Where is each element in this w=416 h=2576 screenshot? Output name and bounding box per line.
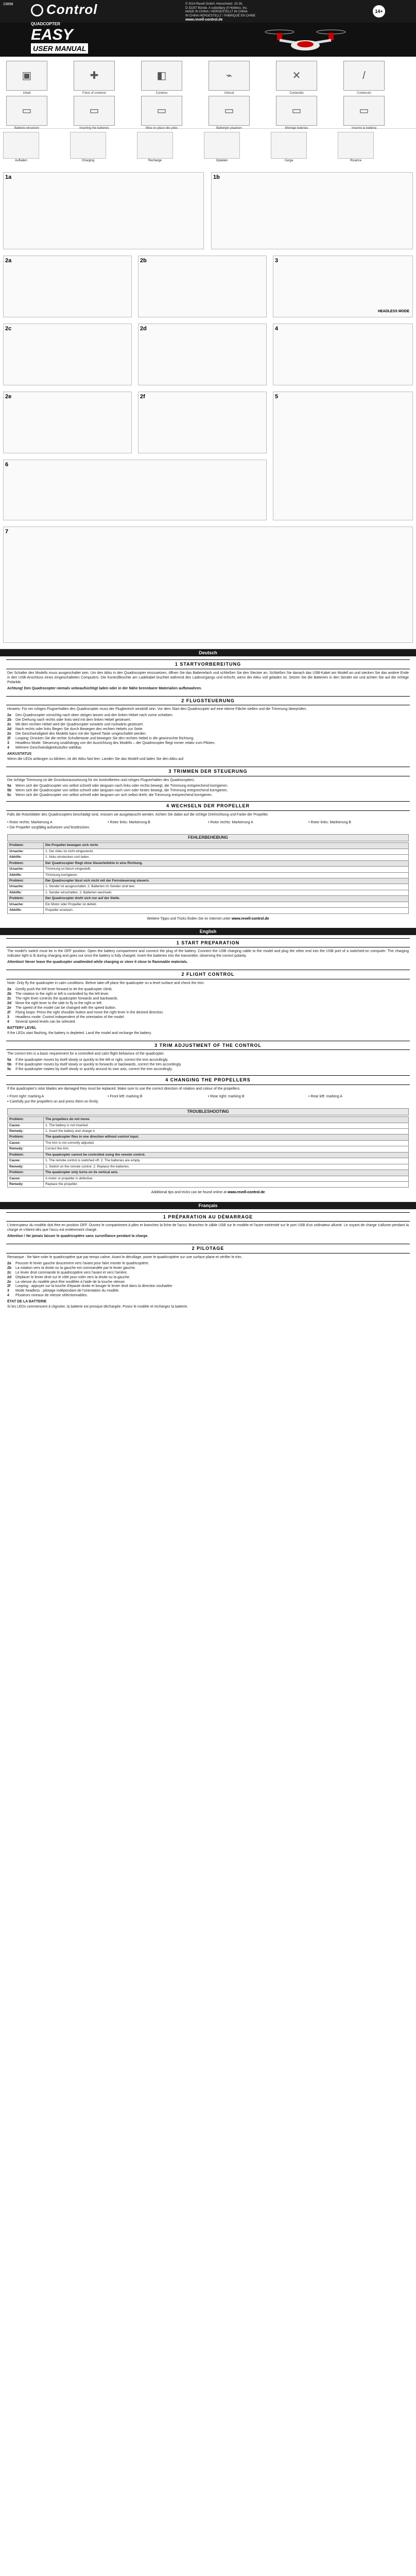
list-item: 2b La rotation vers la droite ou la gauche est commandée par le levier gauche. bbox=[7, 1266, 136, 1270]
section-german bbox=[0, 649, 416, 923]
step-tile: Opladen bbox=[204, 132, 240, 159]
paragraph: Die richtige Trimmung ist die Grundvoraussetzung für ein kontrolliertes und ruhiges Flugverhalten des Quadrocopters. bbox=[7, 778, 195, 782]
paragraph: Der Schalter des Modells muss ausgeschaltet sein. Um den Akku in den Quadrocopter einzusetzen, öffnen Sie das Batteriefach und schließen Sie den Stecker an. Schließen Sie danach das USB-Kabel am Modell an und stecken Sie das andere Ende in den USB-Anschluss eines eingeschalteten Computers. Die Kontrollleuchte am Ladekabel leuchtet während des Ladevorgangs und erlischt, wenn der Akku voll geladen ist. Setzen Sie die Batterien in den Sender ein und achten Sie auf die richtige Polarität. bbox=[7, 671, 409, 684]
box-icon: ▣ bbox=[22, 70, 32, 81]
section-title: 4 CHANGING THE PROPELLERS bbox=[6, 1075, 410, 1085]
step-tile: Aufladen bbox=[3, 132, 39, 159]
contents-overview bbox=[0, 57, 416, 129]
table-row: Ursache: 1. Der Akku ist nicht eingesteckt. bbox=[8, 849, 409, 854]
language-bar: Deutsch bbox=[0, 649, 416, 656]
title-banner bbox=[0, 23, 416, 57]
list-item: 2c Le levier droit commande le quadricoptère vers l'avant et vers l'arrière. bbox=[7, 1270, 128, 1275]
table-row: Problem: Die Propeller bewegen sich nicht. bbox=[8, 843, 409, 849]
address-line: IN CHINA HERGESTELLT / FABRIQUÉ EN CHINE bbox=[185, 14, 256, 18]
language-bar: Français bbox=[0, 1202, 416, 1209]
battery-tile: ▭ Inserire la batteria bbox=[343, 96, 385, 126]
figure-4: 4 bbox=[273, 324, 413, 385]
battery-icon: ▭ bbox=[291, 105, 302, 116]
propeller-icon: ✕ bbox=[292, 70, 301, 81]
address-block bbox=[185, 3, 350, 23]
trim-list bbox=[0, 784, 416, 798]
battery-tile: ▭ Inserting the batteries bbox=[74, 96, 115, 126]
table-row: Cause: 1. The battery is not inserted. bbox=[8, 1123, 409, 1128]
table-row: Problem: Der Quadrocopter fliegt ohne Steuerbefehle in eine Richtung. bbox=[8, 860, 409, 866]
table-row: Problem: The quadcopter cannot be controlled using the remote control. bbox=[8, 1152, 409, 1158]
table-row: Ursache: Ein Motor oder Propeller ist defekt. bbox=[8, 902, 409, 907]
table-row: Abhilfe: 1. Sender einschalten. 2. Batterien wechseln. bbox=[8, 890, 409, 895]
contents-tile: ✕ Contenido bbox=[276, 61, 317, 91]
section-title: 3 TRIMMEN DER STEUERUNG bbox=[6, 767, 410, 776]
list-item: 2c The right lever controls the quadcopter forwards and backwards. bbox=[7, 996, 118, 1001]
warning: Attention ! Ne jamais laisser le quadricoptère sans surveillance pendant la charge. bbox=[7, 1234, 149, 1239]
battery-icon: ▭ bbox=[22, 105, 32, 116]
troubleshooting-title: FEHLERBEHEBUNG bbox=[7, 834, 409, 841]
screwdriver-icon: / bbox=[362, 70, 366, 81]
battery-tile: ▭ Mise en place des piles bbox=[141, 96, 182, 126]
list-item: 5b If the quadcopter moves by itself slowly or quickly to forwards or backwards, correct the trim accordingly. bbox=[7, 1063, 182, 1067]
trim-list bbox=[0, 1058, 416, 1072]
list-item: 2f Looping: Drücken Sie die rechte Schultertaste und bewegen Sie den rechten Hebel in die gewünschte Richtung. bbox=[7, 736, 195, 740]
paragraph: The model's switch must be in the OFF position. Open the battery compartment and connect the plug of the battery. Connect the USB charging cable to the model and plug the other end into the USB port of a switched-on computer. The charging indicator light is lit during charging and goes out once the battery is fully charged. Insert the batteries into the transmitter, observing the correct polarity. bbox=[7, 950, 409, 958]
battery-icon: ▭ bbox=[157, 105, 167, 116]
transmitter-icon: ◧ bbox=[157, 70, 167, 81]
section-title: 2 PILOTAGE bbox=[6, 1244, 410, 1253]
section-title: 1 STARTVORBEREITUNG bbox=[6, 659, 410, 669]
list-item: 2e The speed of the model can be changed with the speed button. bbox=[7, 1006, 116, 1010]
step-tile: Ricarica bbox=[338, 132, 374, 159]
address-line: © 2014 Revell GmbH, Henschelstr. 20-30, bbox=[185, 3, 243, 6]
list-item: 5b Wenn sich der Quadrocopter von selbst schnell oder langsam nach vorn oder hinten bewegt, die Trimmung entsprechend korrigieren. bbox=[7, 789, 228, 793]
paragraph: • Carefully put the propellers on and press them on firmly. bbox=[7, 1099, 99, 1104]
troubleshooting-table bbox=[7, 842, 409, 913]
table-row: Problem: The propellers do not move. bbox=[8, 1117, 409, 1123]
section-title: 4 WECHSELN DER PROPELLER bbox=[6, 801, 410, 811]
battery-tile: ▭ Montaje baterías bbox=[276, 96, 317, 126]
manual-label: USER MANUAL bbox=[31, 43, 88, 54]
list-item: 3 Mode headless : pilotage indépendant de l'orientation du modèle. bbox=[7, 1289, 120, 1293]
contents-tile: ◧ Contenu bbox=[141, 61, 182, 91]
age-badge: 14+ bbox=[373, 5, 385, 18]
step-tile: Recharge bbox=[137, 132, 173, 159]
list-item: 2e La vitesse du modèle peut être modifiée à l'aide de la touche vitesse. bbox=[7, 1280, 126, 1284]
table-row: Cause: The trim is not correctly adjusted. bbox=[8, 1140, 409, 1146]
figure-6: 6 bbox=[3, 460, 267, 520]
propeller-options: • Front right: marking A • Front left: marking B • Rear right: marking B • Rear left: marking A bbox=[7, 1094, 342, 1098]
paragraph: If the LEDs start flashing, the battery is depleted. Land the model and recharge the battery. bbox=[7, 1031, 152, 1035]
list-item: 5c If the quadcopter rotates by itself slowly or quickly around its own axis, correct the trim accordingly. bbox=[7, 1067, 173, 1072]
list-item: 2e Die Geschwindigkeit des Modells kann mit der Speed-Taste umgeschaltet werden. bbox=[7, 732, 147, 736]
list-item: 3 Headless mode: Control independent of the orientation of the model. bbox=[7, 1015, 125, 1019]
list-item: 5a Wenn sich der Quadrocopter von selbst schnell oder langsam nach links oder rechts bewegt, die Trimmung entsprechend korrigieren. bbox=[7, 784, 229, 788]
step-tile: Carga bbox=[271, 132, 307, 159]
troubleshooting-table bbox=[7, 1116, 409, 1188]
contents-tile: ✚ Fotos of contents bbox=[74, 61, 115, 91]
paragraph: Wenn die LEDs anfangen zu blinken, ist der Akku fast leer. Landen Sie das Modell und laden Sie den Akku auf. bbox=[7, 757, 184, 761]
brand-name: Control bbox=[46, 2, 98, 17]
figure-2a: 2a bbox=[3, 256, 132, 317]
figure-7: 7 bbox=[3, 527, 413, 643]
cable-icon: ⌁ bbox=[226, 70, 233, 81]
list-item: 2d Move the right lever to the side to fly to the right or left. bbox=[7, 1001, 102, 1005]
more-info: Weitere Tipps und Tricks finden Sie im Internet unter www.revell-control.de bbox=[147, 917, 269, 921]
table-row: Problem: The quadcopter only turns on its vertical axis. bbox=[8, 1170, 409, 1176]
section-title: 1 PRÉPARATION AU DÉMARRAGE bbox=[6, 1212, 410, 1222]
paragraph: If the quadcopter's rotor blades are damaged they must be replaced. Make sure to use the correct direction of rotation and colour of the propellers. bbox=[7, 1087, 241, 1091]
charging-steps bbox=[3, 132, 413, 165]
headless-label: HEADLESS MODE bbox=[377, 309, 409, 313]
table-row: Problem: The quadcopter flies in one direction without control input. bbox=[8, 1134, 409, 1140]
table-row: Abhilfe: 1. Akku einstecken und laden. bbox=[8, 855, 409, 860]
figure-1a: 1a bbox=[3, 172, 204, 249]
revell-logo-icon bbox=[31, 4, 43, 16]
table-row: Remedy: Correct the trim. bbox=[8, 1146, 409, 1152]
website-link[interactable]: www.revell-control.de bbox=[231, 917, 269, 921]
figure-3: 3 HEADLESS MODE bbox=[273, 256, 413, 317]
paragraph: • Die Propeller sorgfältig aufsetzen und festdrücken. bbox=[7, 826, 91, 830]
header bbox=[0, 0, 416, 23]
table-row: Cause: A motor or propeller is defective. bbox=[8, 1176, 409, 1181]
list-item: 2c Mit dem rechten Hebel wird der Quadrocopter vorwärts und rückwärts gesteuert. bbox=[7, 723, 144, 727]
list-item: 2f Looping : appuyer sur la touche d'épaule droite et bouger le levier droit dans la direction souhaitée. bbox=[7, 1284, 174, 1289]
website-link[interactable]: www.revell-control.de bbox=[185, 18, 223, 22]
section-english bbox=[0, 928, 416, 1197]
table-row: Ursache: 1. Sender ist ausgeschaltet. 2. Batterien im Sender sind leer. bbox=[8, 884, 409, 890]
table-row: Remedy: 1. Insert the battery and charge it. bbox=[8, 1129, 409, 1134]
section-title: 1 START PREPARATION bbox=[6, 938, 410, 948]
section-title: 3 TRIM ADJUSTMENT OF THE CONTROL bbox=[6, 1041, 410, 1050]
paragraph: Si les LEDs commencent à clignoter, la batterie est presque déchargée. Posez le modèle et rechargez la batterie. bbox=[7, 1305, 188, 1309]
paragraph: Remarque : Ne faire voler le quadricoptère que par temps calme. Avant le décollage, poser le quadricoptère sur une surface plane et vérifier le trim. bbox=[7, 1255, 242, 1259]
address-line: MADE IN CHINA / HERGESTELLT IN CHINA bbox=[185, 10, 248, 13]
instruction-list bbox=[0, 988, 416, 1025]
table-row: Abhilfe: Trimmung korrigieren. bbox=[8, 872, 409, 878]
warning: Attention! Never leave the quadcopter unattended while charging or store it close to flammable materials. bbox=[7, 960, 188, 964]
table-row: Cause: 1. The remote control is switched off. 2. The batteries are empty. bbox=[8, 1158, 409, 1164]
paragraph: L'interrupteur du modèle doit être en position OFF. Ouvrez le compartiment à piles et branchez la fiche de l'accu. Branchez le câble USB sur le modèle et l'autre extrémité sur le port USB d'un ordinateur allumé. Le voyant de charge s'allume pendant la charge et s'éteint dès que l'accu est entièrement chargé. bbox=[7, 1224, 409, 1232]
list-item: 5a If the quadcopter moves by itself slowly or quickly to the left or right, correct the trim accordingly. bbox=[7, 1058, 169, 1062]
quadcopter-image bbox=[262, 25, 349, 54]
product-subtitle: QUADCOPTER bbox=[31, 22, 60, 26]
list-item: 2a Den Quadrocopter vorsichtig nach oben steigen lassen und den linken Hebel nach vorne schieben. bbox=[7, 714, 174, 718]
instruction-list bbox=[0, 714, 416, 751]
quadcopter-icon: ✚ bbox=[90, 70, 99, 81]
product-name: EASY bbox=[31, 26, 73, 43]
figure-2d: 2d bbox=[138, 324, 267, 385]
battery-note: ÉTAT DE LA BATTERIE bbox=[7, 1300, 47, 1304]
figure-2f: 2f bbox=[138, 392, 267, 453]
table-row: Abhilfe: Propeller ersetzen. bbox=[8, 908, 409, 913]
battery-icon: ▭ bbox=[224, 105, 234, 116]
list-item: 3 Headless Mode: Steuerung unabhängig von der Ausrichtung des Modells – der Quadrocopter fliegt immer relativ zum Piloten. bbox=[7, 741, 216, 745]
table-row: Problem: Der Quadrocopter lässt sich nicht mit der Fernsteuerung steuern. bbox=[8, 878, 409, 884]
table-row: Problem: Der Quadrocopter dreht sich nur auf der Stelle. bbox=[8, 896, 409, 902]
battery-tile: ▭ Batterie einsetzen bbox=[6, 96, 47, 126]
figure-2b: 2b bbox=[138, 256, 267, 317]
list-item: 2b The rotation to the right or left is controlled by the left lever. bbox=[7, 992, 110, 996]
table-row: Ursache: Trimmung ist falsch eingestellt. bbox=[8, 867, 409, 872]
contents-tile: ▣ Inhalt bbox=[6, 61, 47, 91]
battery-tile: ▭ Batterijen plaatsen bbox=[209, 96, 250, 126]
list-item: 2d Déplacer le levier droit sur le côté pour voler vers la droite ou la gauche. bbox=[7, 1275, 130, 1279]
figure-5: 5 bbox=[273, 392, 413, 520]
contents-tile: ⌁ Inhoud bbox=[209, 61, 250, 91]
list-item: 2d Nach rechts oder links fliegen Sie durch Bewegen des rechten Hebels zur Seite. bbox=[7, 727, 144, 731]
list-item: 4 Several speed levels can be selected. bbox=[7, 1020, 76, 1024]
figure-1b: 1b bbox=[211, 172, 413, 249]
section-french bbox=[0, 1202, 416, 1312]
figure-2e: 2e bbox=[3, 392, 132, 453]
section-title: 2 FLUGSTEUERUNG bbox=[6, 696, 410, 706]
table-row: Remedy: Replace the propeller. bbox=[8, 1181, 409, 1187]
battery-icon: ▭ bbox=[89, 105, 99, 116]
language-bar: English bbox=[0, 928, 416, 935]
instruction-figures bbox=[0, 129, 416, 649]
more-info: Additional tips and tricks can be found online at www.revell-control.de bbox=[151, 1191, 265, 1195]
section-title: 2 FLIGHT CONTROL bbox=[6, 970, 410, 979]
paragraph: Hinweis: Für ein ruhiges Flugverhalten des Quadrocopter muss der Flugbereich windstill sein. Vor dem Start den Quadrocopter auf eine ebene Fläche stellen und die Trimmung überprüfen. bbox=[7, 707, 307, 711]
warning: Achtung! Den Quadrocopter niemals unbeaufsichtigt laden oder in der Nähe brennbarer Materialien aufbewahren. bbox=[7, 686, 202, 690]
address-line: D-32257 Bünde. A subsidiary of Hobbico, Inc. bbox=[185, 6, 248, 10]
list-item: 2f Flying loops: Press the right shoulder button and move the right lever in the desired direction. bbox=[7, 1010, 164, 1014]
list-item: 2a Pousser le levier gauche doucement vers l'avant pour faire monter le quadricoptère. bbox=[7, 1261, 149, 1265]
list-item: 4 Mehrere Geschwindigkeitsstufen wählbar. bbox=[7, 745, 82, 750]
list-item: 2b Die Drehung nach rechts oder links wird mit dem linken Hebel gesteuert. bbox=[7, 718, 131, 722]
contents-tile: / Contenuto bbox=[343, 61, 385, 91]
paragraph: The correct trim is a basic requirement for a controlled and calm flight behaviour of the quadcopter. bbox=[7, 1052, 165, 1056]
list-item: 5c Wenn sich der Quadrocopter von selbst schnell oder langsam um sich selbst dreht, die Trimmung entsprechend korrigieren. bbox=[7, 793, 213, 798]
battery-icon: ▭ bbox=[359, 105, 369, 116]
step-tile: Charging bbox=[70, 132, 106, 159]
paragraph: Falls die Rotorblätter des Quadrocopters beschädigt sind, müssen sie ausgetauscht werden. Achten Sie dabei auf die richtige Drehrichtung und Farbe der Propeller. bbox=[7, 813, 269, 817]
paragraph: Note: Only fly the quadcopter in calm conditions. Before take-off place the quadcopter on a level surface and check the trim. bbox=[7, 981, 205, 985]
list-item: 2a Gently push the left lever forward to let the quadcopter climb. bbox=[7, 987, 113, 991]
instruction-list bbox=[0, 1262, 416, 1299]
website-link[interactable]: www.revell-control.de bbox=[227, 1191, 265, 1195]
battery-note: BATTERY LEVEL bbox=[7, 1026, 37, 1030]
figure-2c: 2c bbox=[3, 324, 132, 385]
list-item: 4 Plusieurs niveaux de vitesse sélectionnables. bbox=[7, 1294, 88, 1298]
propeller-options: • Rotor rechts: Markierung A • Rotor links: Markierung B • Rotor rechts: Markierung A • Rotor links: Markierung B bbox=[7, 820, 351, 824]
item-number: 23898 bbox=[3, 3, 13, 6]
troubleshooting-title: TROUBLESHOOTING bbox=[7, 1108, 409, 1115]
table-row: Remedy: 1. Switch on the remote control. 2. Replace the batteries. bbox=[8, 1164, 409, 1170]
battery-note: AKKUSTATUS bbox=[7, 752, 32, 756]
